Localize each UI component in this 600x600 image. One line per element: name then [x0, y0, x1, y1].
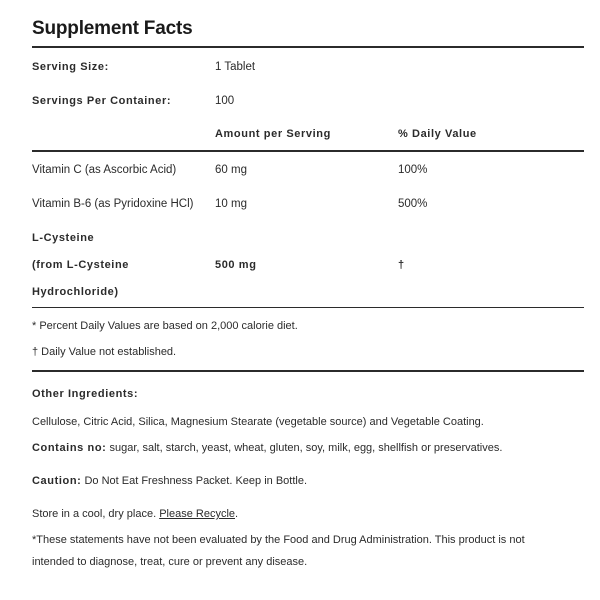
- storage-text: Store in a cool, dry place.: [32, 508, 160, 520]
- recycle-link[interactable]: Please Recycle: [159, 508, 236, 520]
- caution-text: Do Not Eat Freshness Packet. Keep in Bottle.: [81, 475, 308, 487]
- nutrient-name: Vitamin C (as Ascorbic Acid): [32, 164, 177, 176]
- footnotes-divider: [32, 370, 584, 372]
- panel-title: Supplement Facts: [32, 18, 193, 39]
- disclaimer-line: intended to diagnose, treat, cure or prevent any disease.: [32, 556, 308, 568]
- serving-size-label: Serving Size:: [32, 61, 109, 73]
- cysteine-daily-value: †: [398, 259, 405, 271]
- cysteine-amount: 500 mg: [215, 259, 257, 271]
- storage-end: .: [235, 508, 239, 520]
- amount-per-serving-header: Amount per Serving: [215, 128, 331, 140]
- nutrient-name: Vitamin B-6 (as Pyridoxine HCl): [32, 198, 194, 210]
- cysteine-name-line: (from L-Cysteine: [32, 259, 129, 271]
- servings-per-container-label: Servings Per Container:: [32, 95, 172, 107]
- storage-line: [32, 507, 238, 521]
- caution-label: Caution:: [32, 475, 82, 487]
- cysteine-name-line: L-Cysteine: [32, 232, 95, 244]
- nutrient-amount: 60 mg: [215, 164, 247, 176]
- cysteine-name-line: Hydrochloride): [32, 286, 119, 298]
- nutrient-daily-value: 500%: [398, 198, 428, 210]
- contains-no-line: [32, 441, 502, 455]
- servings-per-container-value: 100: [215, 95, 235, 107]
- other-ingredients-label: Other Ingredients:: [32, 388, 139, 400]
- nutrient-amount: 10 mg: [215, 198, 247, 210]
- daily-value-header: % Daily Value: [398, 128, 477, 140]
- disclaimer-line: *These statements have not been evaluated by the Food and Drug Administration. This product is not: [32, 534, 525, 546]
- contains-no-text: sugar, salt, starch, yeast, wheat, gluten, soy, milk, egg, shellfish or preservatives.: [106, 442, 503, 454]
- title-divider: [32, 46, 584, 48]
- other-ingredients-text: Cellulose, Citric Acid, Silica, Magnesium Stearate (vegetable source) and Vegetable Coating.: [32, 416, 484, 428]
- caution-line: [32, 474, 307, 488]
- percent-dv-footnote: * Percent Daily Values are based on 2,000 calorie diet.: [32, 320, 298, 332]
- nutrients-divider: [32, 307, 584, 308]
- serving-size-value: 1 Tablet: [215, 61, 256, 73]
- nutrient-daily-value: 100%: [398, 164, 428, 176]
- header-divider: [32, 150, 584, 152]
- contains-no-label: Contains no:: [32, 442, 107, 454]
- dagger-footnote: † Daily Value not established.: [32, 346, 177, 358]
